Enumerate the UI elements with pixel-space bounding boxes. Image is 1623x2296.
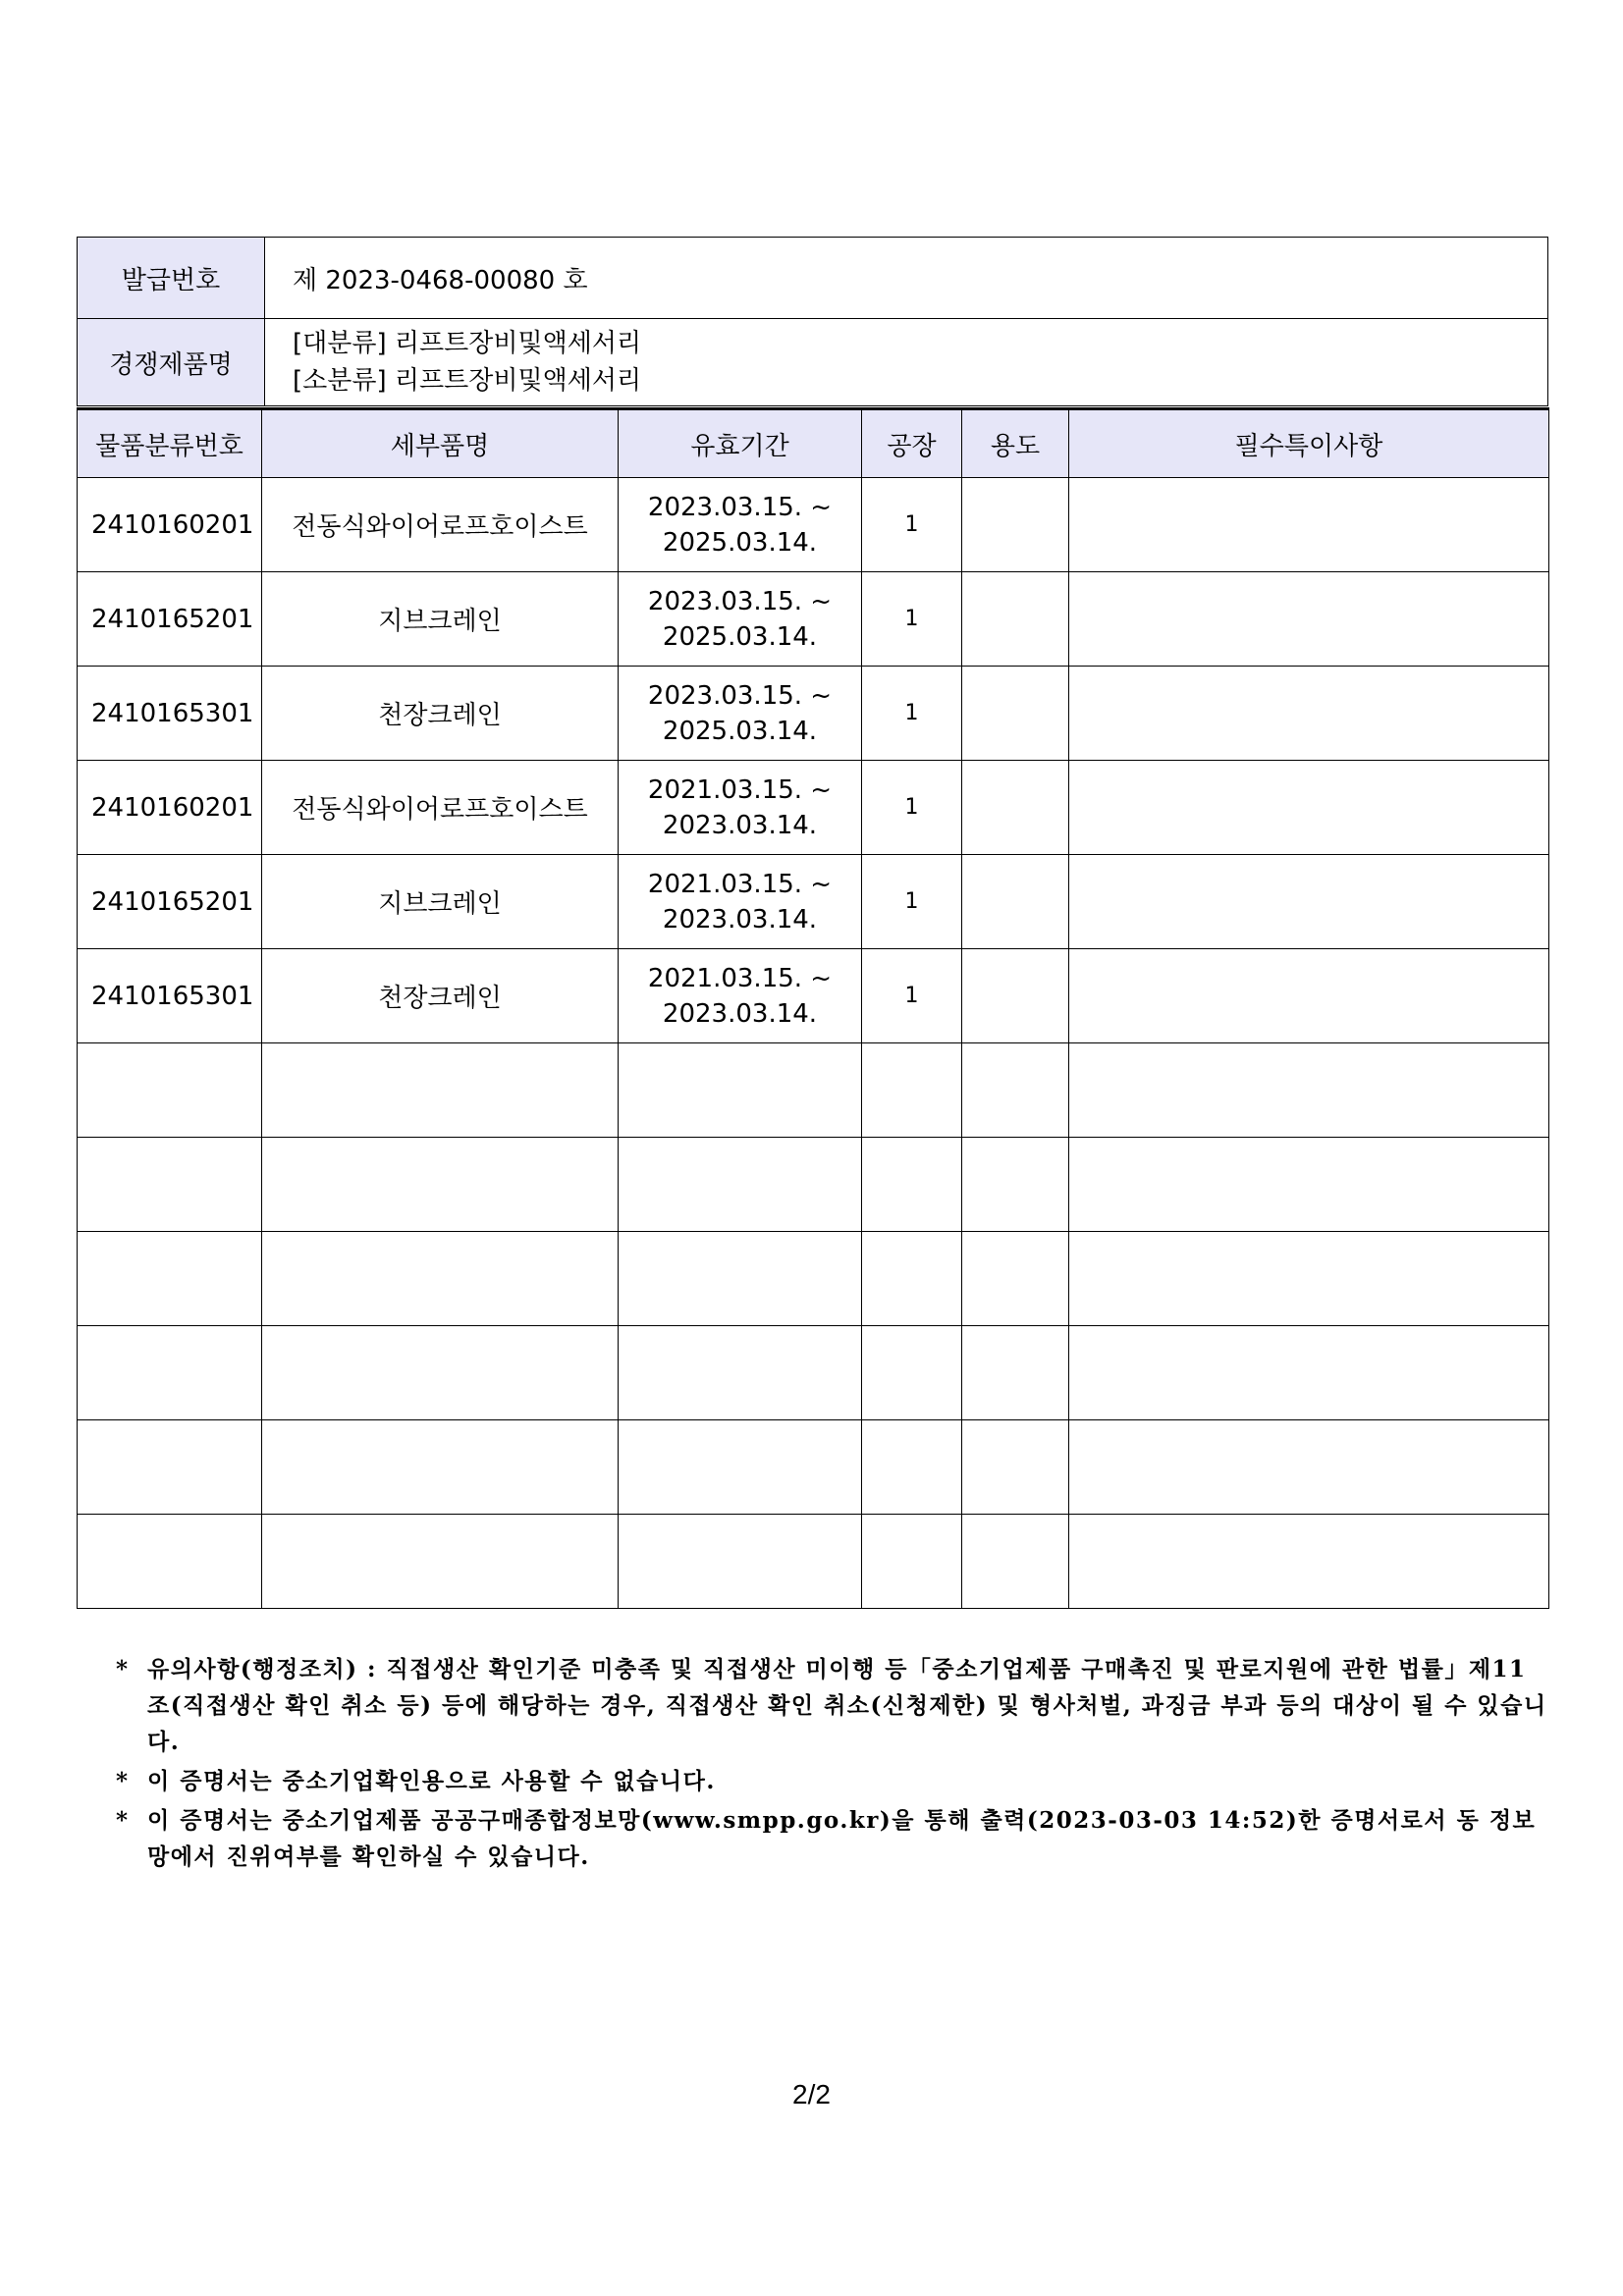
notice-item — [116, 1802, 1549, 1875]
period-end: 2023.03.14. — [662, 998, 818, 1029]
notice-bullet: * — [116, 1807, 130, 1834]
product-name-label: 경쟁제품명 — [78, 319, 265, 406]
cell-code: 2410165201 — [78, 855, 262, 949]
period-start: 2023.03.15. ~ — [647, 680, 833, 711]
notice-text: 유의사항(행정조치) : 직접생산 확인기준 미충족 및 직접생산 미이행 등「중소기업제품 구매촉진 및 판로지원에 관한 법률」제11조(직접생산 확인 취소 등) 등에 해당하는 경우, 직접생산 확인 취소(신청제한) 및 형사처벌, 과징금 부과 등의 대상이 될 수 있습니다. — [147, 1656, 1547, 1755]
cell-factory — [862, 1138, 962, 1232]
cell-code: 2410165301 — [78, 949, 262, 1043]
cell-period — [619, 1420, 862, 1515]
cell-usage — [962, 478, 1069, 572]
cell-code — [78, 1326, 262, 1420]
table-row — [78, 1043, 1549, 1138]
cell-code — [78, 1420, 262, 1515]
cell-name: 지브크레인 — [262, 855, 619, 949]
cell-code — [78, 1138, 262, 1232]
cell-name — [262, 1420, 619, 1515]
column-header-usage: 용도 — [962, 409, 1069, 478]
product-list-table — [77, 407, 1549, 1609]
cell-period — [619, 667, 862, 761]
cell-name: 전동식와이어로프호이스트 — [262, 478, 619, 572]
cell-factory: 1 — [862, 478, 962, 572]
cell-notes — [1069, 478, 1549, 572]
cell-factory: 1 — [862, 572, 962, 667]
cell-name — [262, 1326, 619, 1420]
cell-usage — [962, 1420, 1069, 1515]
cell-usage — [962, 761, 1069, 855]
table-row — [78, 949, 1549, 1043]
cell-usage — [962, 1043, 1069, 1138]
notice-section — [116, 1651, 1549, 1878]
product-name-value — [265, 319, 1548, 406]
table-row — [78, 572, 1549, 667]
table-row — [78, 761, 1549, 855]
cell-factory — [862, 1326, 962, 1420]
notice-item — [116, 1763, 1549, 1799]
period-start: 2021.03.15. ~ — [647, 869, 833, 899]
table-row — [78, 1138, 1549, 1232]
cell-notes — [1069, 1515, 1549, 1609]
table-row — [78, 478, 1549, 572]
cell-usage — [962, 949, 1069, 1043]
product-major-category: [대분류] 리프트장비및액세서리 — [293, 329, 642, 358]
cell-usage — [962, 1232, 1069, 1326]
cell-factory: 1 — [862, 855, 962, 949]
notice-text: 이 증명서는 중소기업확인용으로 사용할 수 없습니다. — [147, 1768, 716, 1794]
column-header-factory: 공장 — [862, 409, 962, 478]
period-end: 2025.03.14. — [662, 716, 818, 746]
period-end: 2023.03.14. — [662, 904, 818, 934]
cell-notes — [1069, 1326, 1549, 1420]
cell-code: 2410160201 — [78, 478, 262, 572]
cell-usage — [962, 1515, 1069, 1609]
period-start: 2023.03.15. ~ — [647, 586, 833, 616]
period-end: 2025.03.14. — [662, 527, 818, 558]
cell-period — [619, 949, 862, 1043]
notice-text: 이 증명서는 중소기업제품 공공구매종합정보망(www.smpp.go.kr)을 통해 출력(2023-03-03 14:52)한 증명서로서 동 정보망에서 진위여부를 확인하실 수 있습니다. — [147, 1807, 1537, 1870]
column-header-notes: 필수특이사항 — [1069, 409, 1549, 478]
cell-notes — [1069, 1043, 1549, 1138]
table-header-row — [78, 409, 1549, 478]
cell-notes — [1069, 949, 1549, 1043]
table-row — [78, 667, 1549, 761]
table-row — [78, 855, 1549, 949]
cell-code: 2410160201 — [78, 761, 262, 855]
cell-period — [619, 761, 862, 855]
table-row — [78, 1232, 1549, 1326]
cell-notes — [1069, 667, 1549, 761]
cell-name — [262, 1232, 619, 1326]
table-row — [78, 1326, 1549, 1420]
table-row — [78, 1420, 1549, 1515]
cell-period — [619, 572, 862, 667]
cell-notes — [1069, 572, 1549, 667]
cell-usage — [962, 855, 1069, 949]
cell-period — [619, 1232, 862, 1326]
issue-number-value: 제 2023-0468-00080 호 — [265, 238, 1548, 319]
column-header-name: 세부품명 — [262, 409, 619, 478]
cell-factory: 1 — [862, 949, 962, 1043]
notice-bullet: * — [116, 1656, 130, 1682]
cell-name — [262, 1043, 619, 1138]
cell-notes — [1069, 1232, 1549, 1326]
issue-number-label: 발급번호 — [78, 238, 265, 319]
cell-period — [619, 1043, 862, 1138]
product-minor-category: [소분류] 리프트장비및액세서리 — [293, 366, 642, 396]
cell-factory: 1 — [862, 667, 962, 761]
cell-factory: 1 — [862, 761, 962, 855]
cell-name: 천장크레인 — [262, 667, 619, 761]
notice-bullet: * — [116, 1768, 130, 1794]
cell-usage — [962, 667, 1069, 761]
period-start: 2021.03.15. ~ — [647, 774, 833, 805]
cell-period — [619, 855, 862, 949]
certificate-header-table — [77, 237, 1548, 406]
cell-notes — [1069, 761, 1549, 855]
cell-period — [619, 1138, 862, 1232]
cell-code: 2410165201 — [78, 572, 262, 667]
page-number: 2/2 — [792, 2079, 831, 2109]
cell-notes — [1069, 1420, 1549, 1515]
cell-factory — [862, 1043, 962, 1138]
cell-factory — [862, 1232, 962, 1326]
cell-notes — [1069, 855, 1549, 949]
cell-name — [262, 1138, 619, 1232]
cell-name: 전동식와이어로프호이스트 — [262, 761, 619, 855]
cell-period — [619, 478, 862, 572]
notice-item — [116, 1651, 1549, 1760]
cell-factory — [862, 1515, 962, 1609]
cell-notes — [1069, 1138, 1549, 1232]
column-header-code: 물품분류번호 — [78, 409, 262, 478]
cell-name — [262, 1515, 619, 1609]
cell-factory — [862, 1420, 962, 1515]
period-end: 2025.03.14. — [662, 621, 818, 652]
cell-name: 지브크레인 — [262, 572, 619, 667]
cell-period — [619, 1326, 862, 1420]
cell-code: 2410165301 — [78, 667, 262, 761]
cell-code — [78, 1232, 262, 1326]
cell-usage — [962, 1138, 1069, 1232]
period-end: 2023.03.14. — [662, 810, 818, 840]
period-start: 2023.03.15. ~ — [647, 492, 833, 522]
cell-usage — [962, 572, 1069, 667]
table-row — [78, 1515, 1549, 1609]
cell-name: 천장크레인 — [262, 949, 619, 1043]
cell-period — [619, 1515, 862, 1609]
cell-code — [78, 1043, 262, 1138]
cell-usage — [962, 1326, 1069, 1420]
period-start: 2021.03.15. ~ — [647, 963, 833, 993]
cell-code — [78, 1515, 262, 1609]
column-header-period: 유효기간 — [619, 409, 862, 478]
